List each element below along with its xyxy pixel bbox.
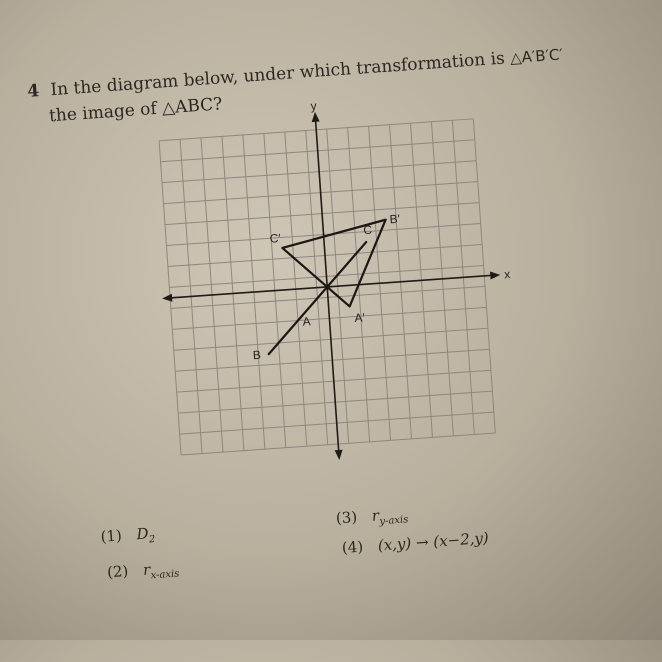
choice-1[interactable] bbox=[100, 524, 156, 549]
x-axis-label: x bbox=[503, 267, 511, 282]
choice-3[interactable] bbox=[335, 504, 408, 530]
y-axis-label: y bbox=[310, 98, 318, 114]
choice-4-number: (4) bbox=[341, 537, 364, 558]
choice-1-sub: 2 bbox=[148, 534, 156, 546]
question-number: 4 bbox=[26, 81, 40, 102]
point-label: A bbox=[302, 314, 312, 329]
point-label: B bbox=[252, 347, 262, 363]
x-axis-arrow-right bbox=[490, 271, 501, 280]
question-triangle-image: △A′B′C′ bbox=[509, 45, 564, 68]
question-line-2: the image of △ABC? bbox=[48, 94, 223, 127]
choice-4-text: (x,y) → (x−2,y) bbox=[377, 528, 490, 555]
y-axis-arrow-down bbox=[335, 450, 344, 461]
question-line-1 bbox=[27, 44, 564, 101]
point-label: B′ bbox=[389, 211, 401, 227]
choice-2-sub: x-axis bbox=[150, 568, 180, 582]
choice-2-text: r bbox=[142, 560, 151, 579]
point-label: C bbox=[362, 222, 373, 238]
choice-3-sub: y-axis bbox=[379, 514, 409, 528]
x-axis-arrow-left bbox=[162, 294, 173, 303]
axes bbox=[150, 100, 513, 472]
x-axis bbox=[168, 275, 494, 298]
point-label: C′ bbox=[269, 231, 282, 246]
choice-1-text: D bbox=[135, 524, 150, 544]
choice-2[interactable] bbox=[106, 558, 179, 584]
y-axis-arrow-up bbox=[311, 112, 320, 123]
question-text-1: In the diagram below, under which transformation is bbox=[49, 48, 506, 101]
point-label: A′ bbox=[353, 310, 366, 326]
choice-1-number: (1) bbox=[99, 526, 123, 546]
choice-3-text: r bbox=[371, 506, 380, 525]
coordinate-grid bbox=[148, 98, 511, 478]
choice-4[interactable] bbox=[341, 529, 489, 557]
choice-2-number: (2) bbox=[106, 562, 129, 582]
choice-3-number: (3) bbox=[335, 507, 358, 528]
